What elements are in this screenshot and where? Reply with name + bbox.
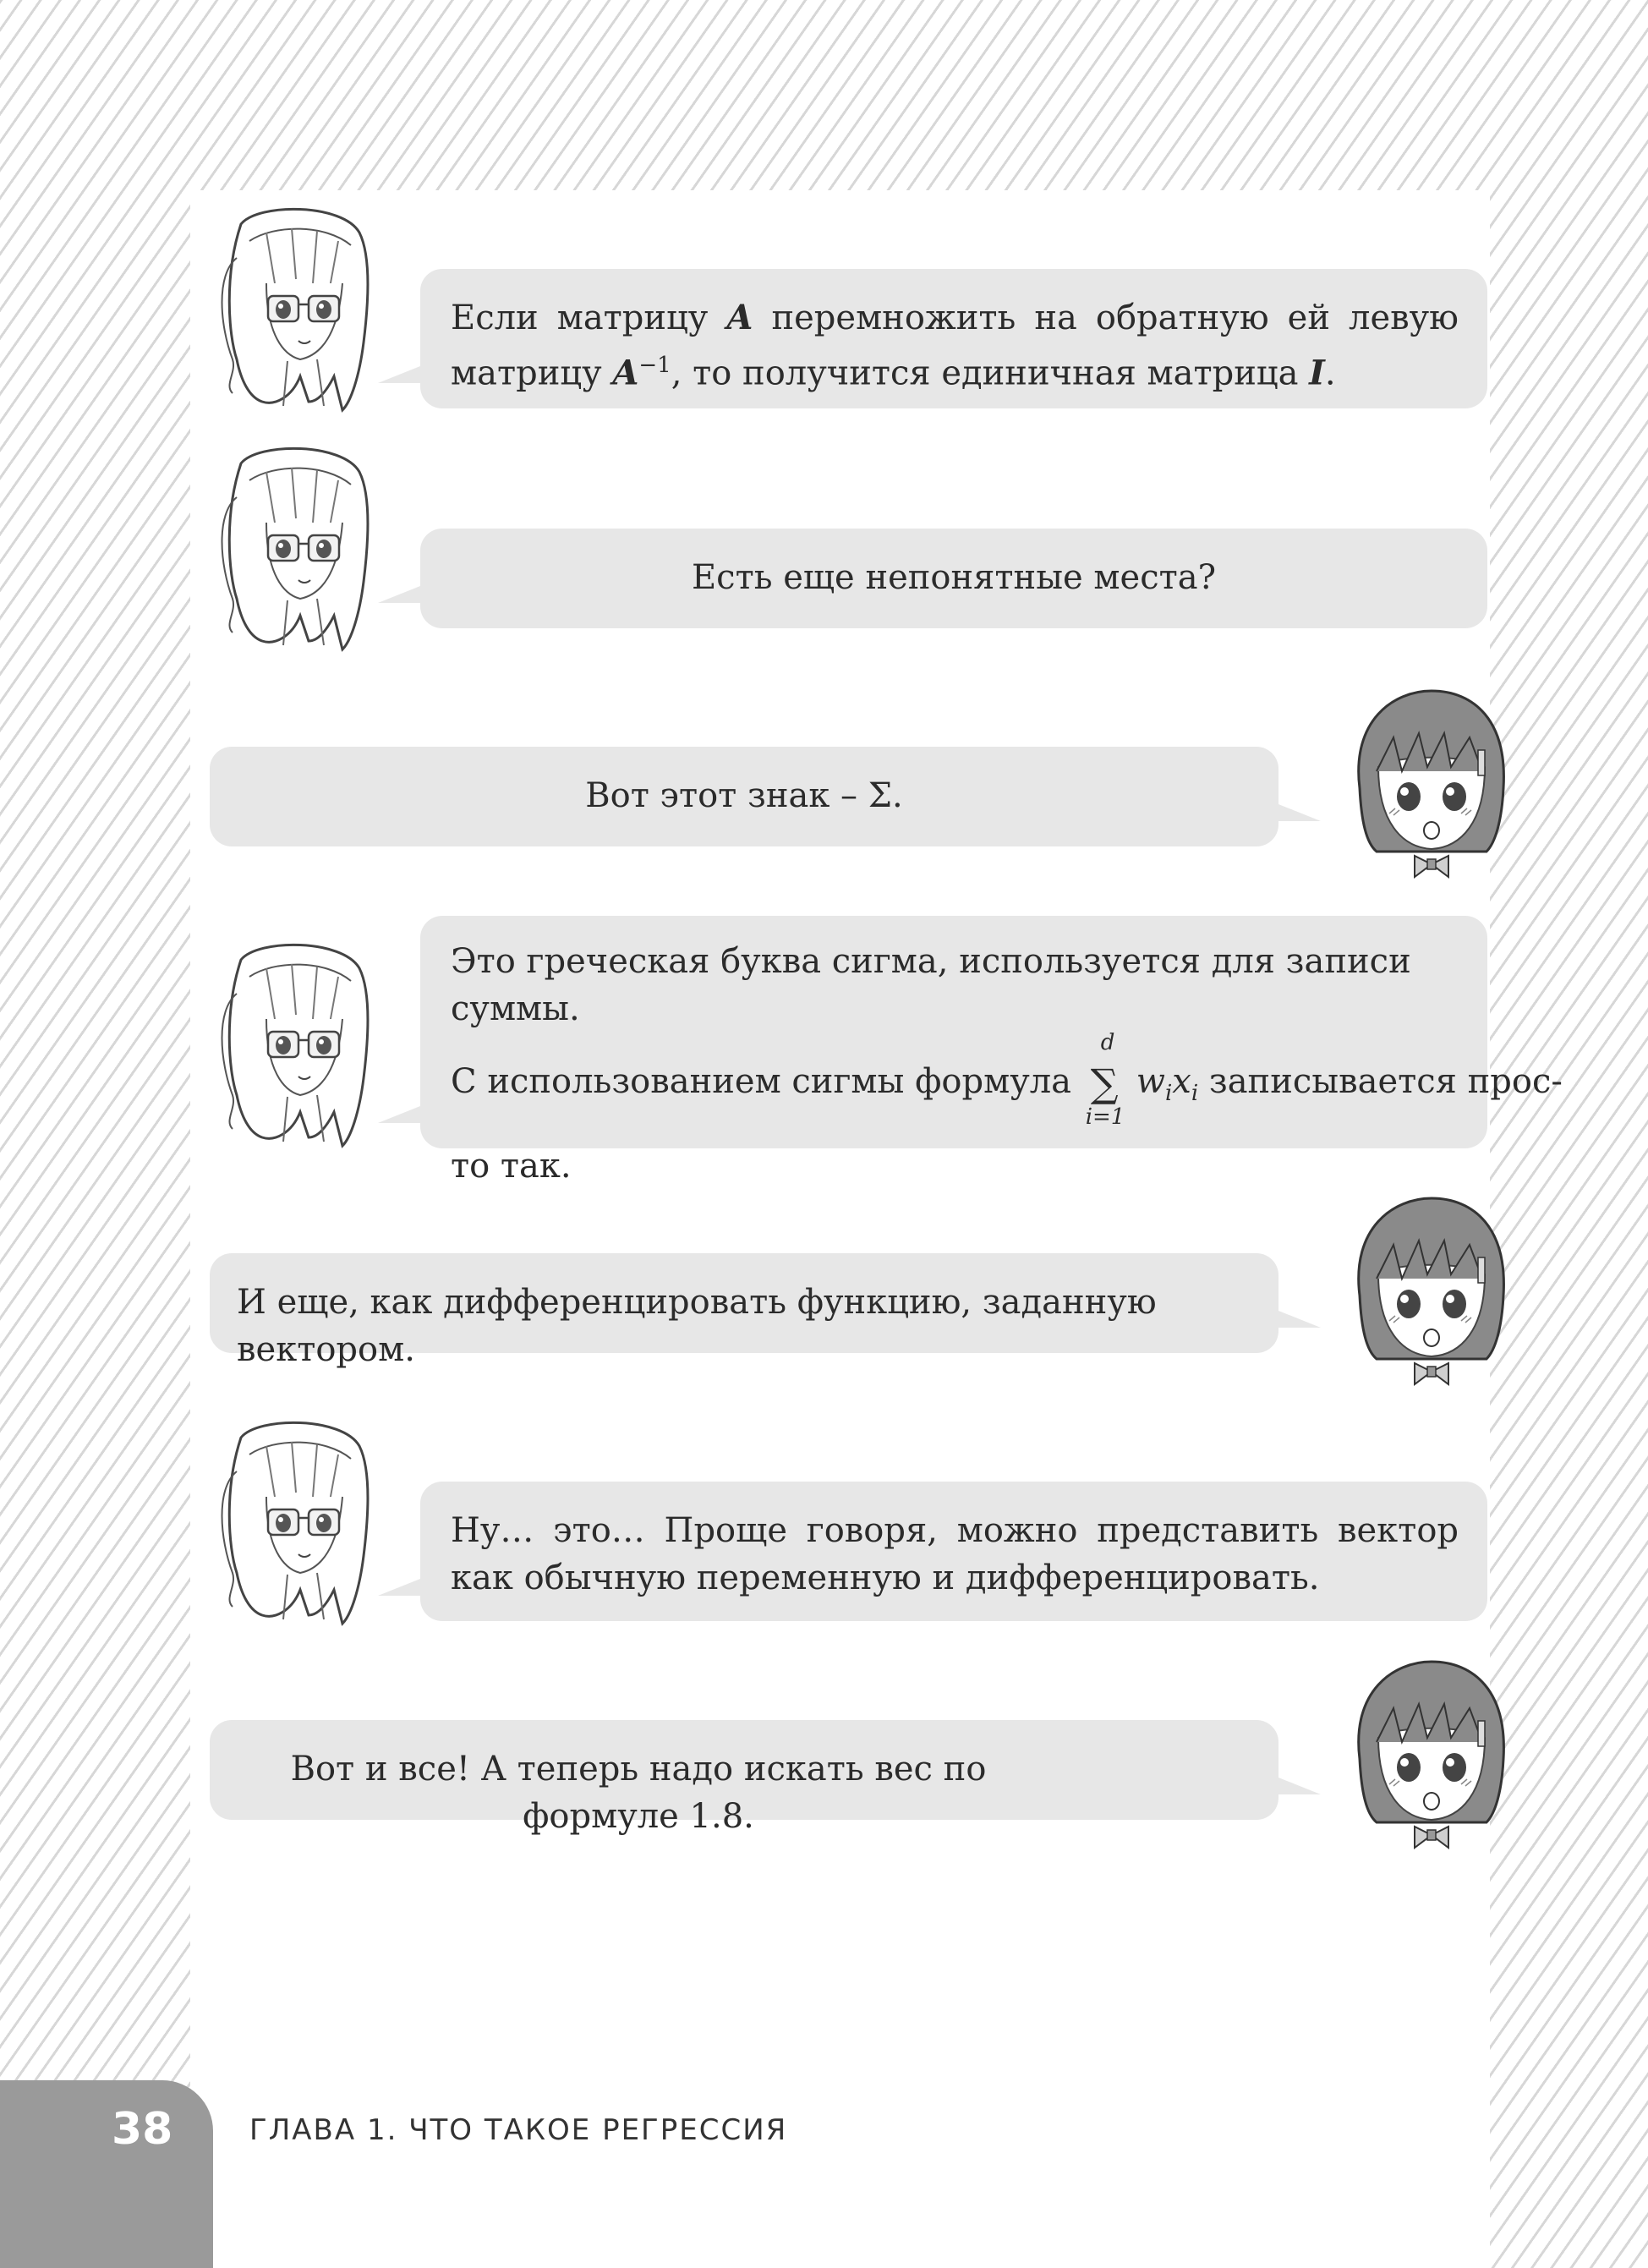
speech-bubble-5 — [210, 1253, 1278, 1369]
student-avatar — [1343, 1657, 1520, 1852]
speech-bubble-3 — [210, 747, 1278, 846]
teacher-portrait-icon — [216, 943, 385, 1150]
speech-line-1: Это греческая буква сигма, используется для записи суммы. — [451, 942, 1411, 1028]
speech-bubble-2 — [420, 529, 1487, 628]
speech-text-3: Вот этот знак – Σ. — [585, 776, 903, 815]
sum-symbol: d ∑ i=1 — [1085, 1030, 1125, 1130]
teacher-portrait-icon — [216, 1421, 385, 1628]
speech-text-7: Вот и все! А теперь надо искать вес по формуле 1.8. — [290, 1750, 987, 1836]
page-panel — [190, 190, 1563, 2268]
student-avatar — [1343, 1194, 1520, 1389]
student-portrait-icon — [1343, 1194, 1520, 1389]
teacher-avatar — [216, 207, 385, 414]
speech-line-3: то так. — [451, 1147, 572, 1186]
speech-bubble-7 — [210, 1720, 1278, 1836]
teacher-portrait-icon — [216, 446, 385, 654]
speech-text-1: Если матрицу A перемножить на обратную ей левую матрицу $A^{-1}$, то получится единичная матрица I. — [451, 298, 1459, 393]
page-number: 38 — [112, 2104, 173, 2155]
teacher-avatar — [216, 943, 385, 1150]
speech-bubble-6 — [420, 1482, 1487, 1621]
teacher-avatar — [216, 446, 385, 654]
speech-text-2: Есть еще непонятные места? — [691, 558, 1217, 597]
speech-bubble-4 — [420, 916, 1563, 1186]
student-portrait-icon — [1343, 1657, 1520, 1852]
teacher-portrait-icon — [216, 207, 385, 414]
speech-bubble-1 — [420, 269, 1487, 408]
teacher-avatar — [216, 1421, 385, 1628]
speech-line-2: С использованием сигмы формула d ∑ i=1 $w_ix_i$ записывается прос- — [451, 1030, 1563, 1130]
speech-text-5: И еще, как дифференцировать функцию, заданную вектором. — [237, 1283, 1157, 1369]
speech-text-6: Ну… это… Проще говоря, можно представить вектор как обычную переменную и дифференцировать. — [451, 1511, 1459, 1597]
student-portrait-icon — [1343, 687, 1520, 881]
chapter-title: ГЛАВА 1. ЧТО ТАКОЕ РЕГРЕССИЯ — [249, 2113, 788, 2147]
student-avatar — [1343, 687, 1520, 881]
